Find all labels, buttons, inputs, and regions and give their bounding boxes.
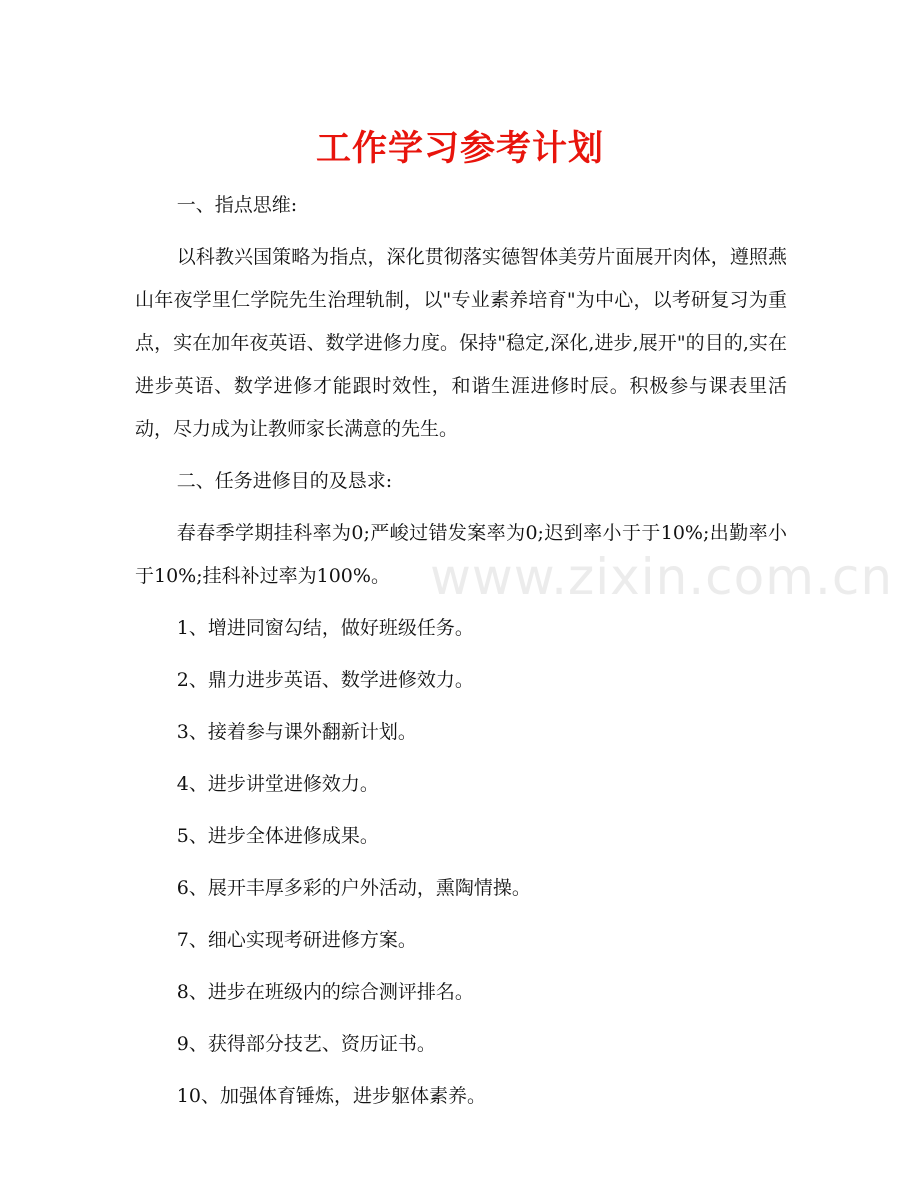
document-title: 工作学习参考计划 — [315, 129, 604, 169]
list-item: 5、进步全体进修成果。 — [176, 825, 379, 847]
list-item: 2、鼎力进步英语、数学进修效力。 — [176, 669, 474, 691]
section1-heading: 一、指点思维: — [176, 194, 298, 216]
list-item: 10、加强体育锤炼，进步躯体素养。 — [176, 1085, 486, 1107]
list-item: 3、接着参与课外翻新计划。 — [176, 721, 417, 743]
list-item: 1、增进同窗勾结，做好班级任务。 — [176, 617, 474, 639]
list-item: 6、展开丰厚多彩的户外活动，熏陶情操。 — [176, 877, 531, 899]
list-item: 8、进步在班级内的综合测评排名。 — [176, 981, 474, 1003]
section2-body: 春春季学期挂科率为0;严峻过错发案率为0;迟到率小于于10%;出勤率小于10%;挂科补过率为100%。 — [135, 522, 787, 587]
list-item: 4、进步讲堂进修效力。 — [176, 773, 379, 795]
document-body — [135, 184, 787, 1118]
watermark-text: www.zixin.com.cn — [430, 548, 894, 606]
list-item: 9、获得部分技艺、资历证书。 — [176, 1033, 436, 1055]
section2-heading: 二、任务进修目的及恳求: — [176, 470, 393, 492]
section1-body: 以科教兴国策略为指点，深化贯彻落实德智体美劳片面展开肉体，遵照燕山年夜学里仁学院先生治理轨制，以"专业素养培育"为中心，以考研复习为重点，实在加年夜英语、数学进修力度。保持"稳定,深化,进步,展开"的目的,实在进步英语、数学进修才能跟时效性，和谐生涯进修时辰。积极参与课表里活动，尽力成为让教师家长满意的先生。 — [135, 246, 787, 440]
list-item: 7、细心实现考研进修方案。 — [176, 929, 417, 951]
